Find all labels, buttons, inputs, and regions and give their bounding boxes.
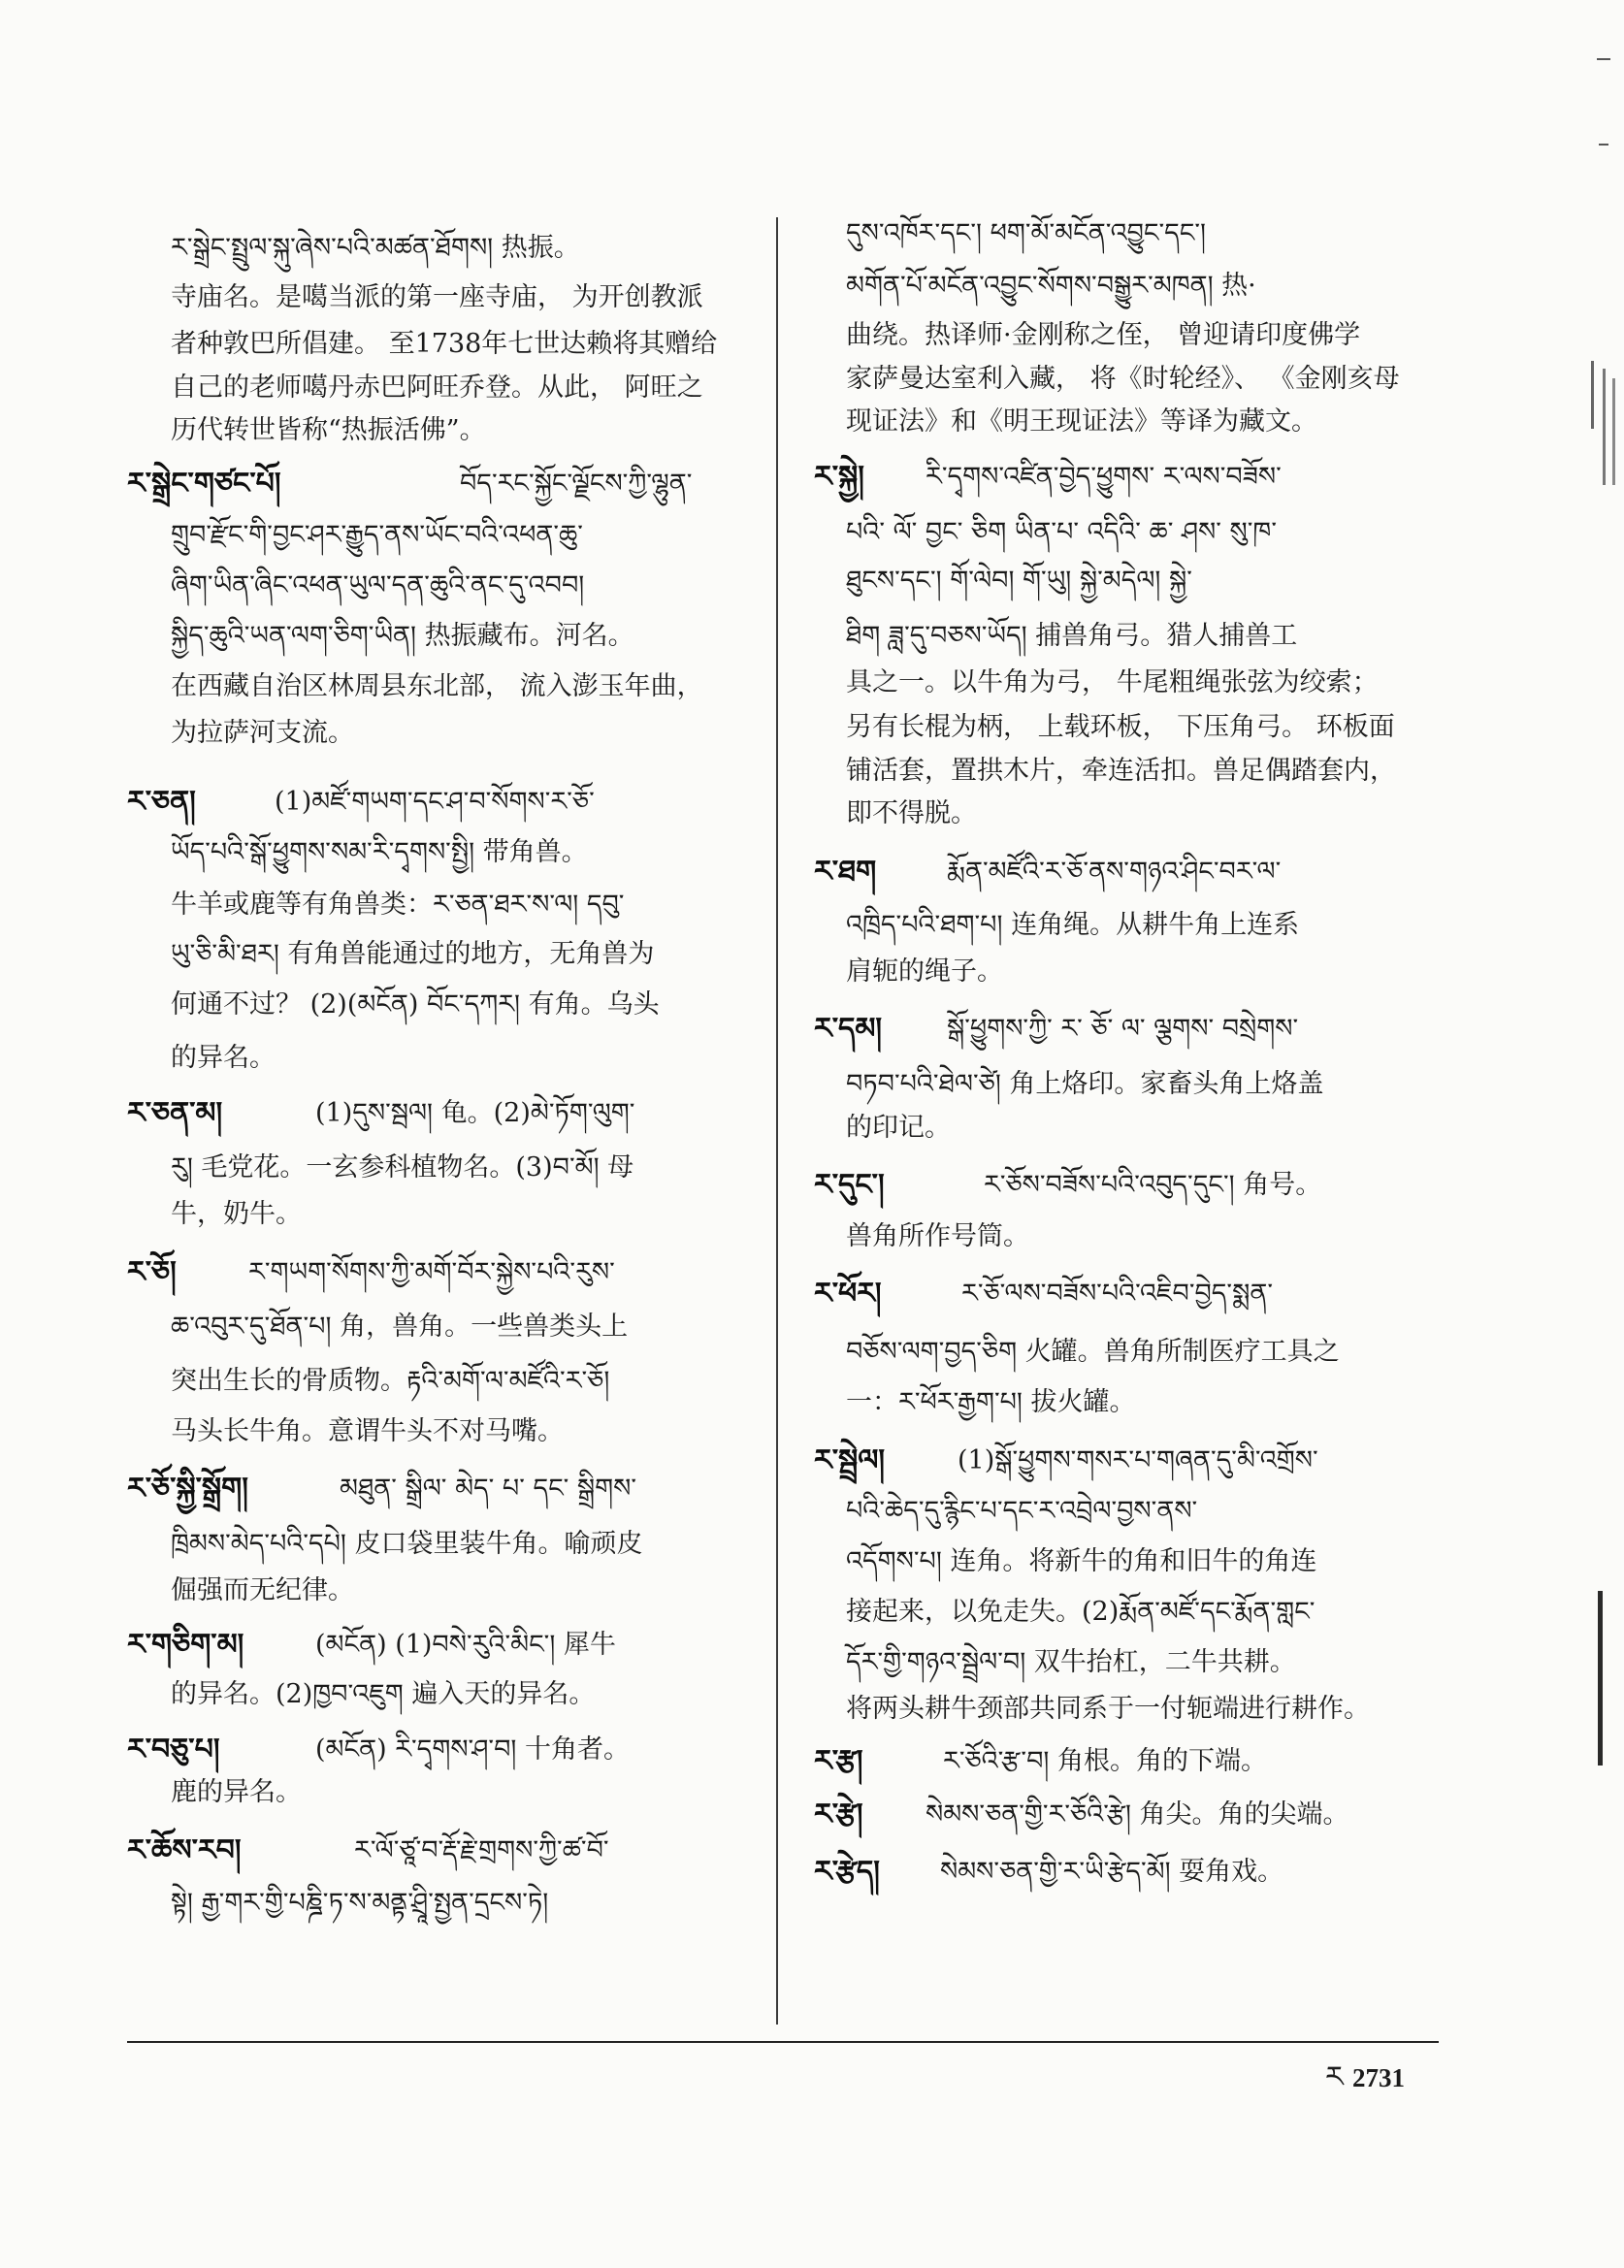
footer-rule: [127, 2041, 1439, 2043]
entry-line: ར་ཅོ་ལས་བཟོས་པའི་འཇིབ་བྱེད་སྨན་: [961, 1279, 1274, 1309]
entry-line: 具之一。以牛角为弓， 牛尾粗绳张弦为绞索；: [846, 667, 1379, 697]
entry-line: ཡུ་ཅི་མི་ཐར། 有角兽能通过的地方，无角兽为: [171, 939, 655, 969]
page-number: 2731: [1352, 2063, 1405, 2092]
entry-headword: ར་གཅིག་མ།: [127, 1628, 244, 1662]
column-divider: [776, 217, 778, 2025]
entry-headword: ར་ཅོ་སྐྱི་སྒྲོག།: [127, 1472, 248, 1506]
entry-line: (མངོན) (1)བསེ་རུའི་མིང་། 犀牛: [315, 1630, 616, 1660]
entry-line: 现证法》和《明王现证法》等译为藏文。: [846, 406, 1317, 437]
entry-line: དོར་གྱི་གཉའ་སྦྲེལ་བ། 双牛抬杠，二牛共耕。: [846, 1647, 1296, 1677]
entry-line: (མངོན) རི་དྭགས་ཤ་བ། 十角者。: [315, 1734, 630, 1765]
entry-line: 鹿的异名。: [171, 1777, 302, 1807]
entry-line: 牛，奶牛。: [171, 1199, 302, 1229]
entry-headword: ར་སྐྱེ།: [814, 460, 864, 494]
entry-headword: ར་དམ།: [814, 1012, 883, 1046]
entry-line: 曲绕。热译师·金刚称之侄， 曾迎请印度佛学: [846, 320, 1361, 350]
entry-line: སྒོ་ཕྱུགས་ཀྱི་ ར་ ཅོ་ ལ་ ལྕགས་ བསྲེགས་: [947, 1014, 1299, 1044]
entry-line: 者种敦巴所倡建。 至1738年七世达赖将其赠给: [171, 329, 718, 359]
entry-line: 历代转世皆称“热振活佛”。: [171, 415, 486, 445]
scan-artifact: [1612, 378, 1615, 485]
entry-line: (1)དུས་སྦལ། 龟。(2)མེ་ཏོག་ལུག་: [315, 1098, 635, 1128]
footer-section-letter: ར: [1325, 2060, 1344, 2094]
entry-line: 另有长棍为柄， 上载环板， 下压角弓。 环板面: [846, 712, 1395, 742]
entry-headword: ར་སྒྲེང་གཙང་པོ།: [127, 467, 281, 501]
entry-line: པའི་ཆེད་དུ་རྙིང་པ་དང་ར་འབྲེལ་བྱས་ནས་: [846, 1496, 1198, 1526]
entry-line: སེམས་ཅན་གྱི་ར་ཅོའི་རྩེ། 角尖。角的尖端。: [926, 1799, 1349, 1830]
entry-line: (1)སྒོ་ཕྱུགས་གསར་པ་གཞན་དུ་མི་འགྲོས་: [958, 1445, 1318, 1475]
entry-line: 接起来，以免走失。(2)རྨོན་མཛོ་དང་རྨོན་གླང་: [846, 1597, 1315, 1627]
entry-headword: ར་རྩེ།: [814, 1798, 863, 1831]
entry-line: 肩轭的绳子。: [846, 956, 1003, 987]
entry-headword: ར་ཐག: [814, 855, 877, 889]
entry-line: 突出生长的骨质物。རྟའི་མགོ་ལ་མཛོའི་ར་ཅོ།: [171, 1366, 610, 1396]
entry-headword: ར་ཕོར།: [814, 1277, 882, 1311]
entry-line: མགོན་པོ་མངོན་འབྱུང་སོགས་བསྒྱུར་མཁན། 热·: [846, 271, 1256, 301]
entry-line: སེམས་ཅན་གྱི་ར་ཡི་རྩེད་མོ། 耍角戏。: [940, 1857, 1284, 1887]
entry-line: 兽角所作号筒。: [846, 1221, 1029, 1251]
entry-line: ར་གཡག་སོགས་ཀྱི་མགོ་བོར་སྐྱེས་པའི་རུས་: [248, 1257, 615, 1287]
entry-line: ཐུངས་དང་། གོ་ལེབ། གོ་ཡུ། སྐྱེ་མདེལ། སྐྱེ་: [846, 566, 1192, 596]
entry-line: 将两头耕牛颈部共同系于一付轭端进行耕作。: [846, 1694, 1370, 1724]
entry-headword: ར་ཆོས་རབ།: [127, 1833, 242, 1867]
entry-headword: ར་བཅུ་པ།: [127, 1733, 220, 1766]
entry-headword: ར་དུང་།: [814, 1168, 885, 1202]
entry-line: པའི་ ལོ་ བྱང་ ཅིག ཡིན་པ་ འདིའི་ ཆ་ ཤས་ སུ་ཁ་: [846, 517, 1277, 547]
entry-line: དུས་འཁོར་དང་། ཕག་མོ་མངོན་འབྱུང་དང་།: [846, 218, 1207, 248]
entry-line: 家萨曼达室利入藏， 将《时轮经》、 《金刚亥母: [846, 364, 1400, 394]
entry-headword: ར་ཅན།: [127, 785, 196, 819]
entry-line: བཅོས་ལག་བྱད་ཅིག 火罐。兽角所制医疗工具之: [846, 1337, 1340, 1367]
entry-line: 牛羊或鹿等有角兽类：ར་ཅན་ཐར་ས་ལ། དབུ་: [171, 890, 625, 920]
entry-line: ཁྲིམས་མེད་པའི་དཔེ། 皮口袋里装牛角。喻顽皮: [171, 1529, 643, 1559]
entry-line: 的印记。: [846, 1113, 951, 1143]
entry-line: ཐིག ཟླ་དུ་བཅས་ཡོད། 捕兽角弓。猎人捕兽工: [846, 621, 1298, 651]
entry-line: སྟེ། རྒྱ་གར་གྱི་པཎྜི་ཏ་ས་མནྟ་ཤྲཱི་སྤྱན་དྲངས་ཏེ།: [171, 1888, 549, 1918]
entry-line: 寺庙名。是噶当派的第一座寺庙， 为开创教派: [171, 282, 703, 312]
entry-line: 为拉萨河支流。: [171, 718, 354, 748]
entry-line: ཆ་འབུར་དུ་ཐོན་པ། 角，兽角。一些兽类头上: [171, 1312, 629, 1342]
entry-line: ར་ཅོའི་རྩ་བ། 角根。角的下端。: [943, 1746, 1267, 1776]
scan-artifact: [1603, 369, 1606, 485]
entry-line: 在西藏自治区林周县东北部， 流入澎玉年曲，: [171, 671, 703, 701]
entry-line: བཏབ་པའི་ཐེལ་ཙེ། 角上烙印。家畜头角上烙盖: [846, 1069, 1324, 1099]
entry-line: འཁྲིད་པའི་ཐག་པ། 连角绳。从耕牛角上连系: [846, 910, 1300, 940]
entry-line: ར་ཅོས་བཟོས་པའི་འབུད་དུང་། 角号。: [984, 1170, 1322, 1200]
entry-line: 铺活套，置拱木片，牵连活扣。兽足偶踏套内，: [846, 756, 1396, 786]
entry-headword: ར་ཅོ།: [127, 1255, 177, 1289]
entry-line: རི་དྭགས་འཛིན་བྱེད་ཕྱུགས་ ར་ལས་བཟོས་: [926, 462, 1282, 492]
entry-line: གྲུབ་རྫོང་གི་བྱང་ཤར་རྒྱུད་ནས་ཡོང་བའི་འཕན་ཆུ་: [171, 520, 583, 550]
entry-line: 一：ར་ཕོར་རྒྱག་པ། 拔火罐。: [846, 1387, 1136, 1417]
entry-line: ར་སྒྲེང་སྤྲུལ་སྐུ་ཞེས་པའི་མཚན་ཐོགས། 热振。: [171, 233, 580, 263]
entry-line: སྐྱིད་ཆུའི་ཡན་ལག་ཅིག་ཡིན། 热振藏布。河名。: [171, 621, 634, 651]
scan-artifact: [1591, 361, 1594, 429]
entry-line: ཞིག་ཡིན་ཞིང་འཕན་ཡུལ་དན་ཆུའི་ནང་དུ་འབབ།: [171, 570, 585, 600]
entry-line: 的异名。(2)ཁྱབ་འཇུག 遍入天的异名。: [171, 1679, 596, 1709]
scan-artifact: [1598, 1591, 1603, 1766]
right-column: [810, 0, 1450, 2027]
entry-line: 倔强而无纪律。: [171, 1575, 354, 1605]
entry-line: 马头长牛角。意谓牛头不对马嘴。: [171, 1416, 564, 1446]
entry-line: རྨོན་མཛོའི་ར་ཅོ་ནས་གཉའ་ཤིང་བར་ལ་: [947, 857, 1282, 887]
entry-line: ར་ལོ་ཙཱ་བ་རྡོ་རྗེ་གྲགས་ཀྱི་ཚ་བོ་: [354, 1835, 609, 1865]
scan-artifact: [1599, 144, 1608, 146]
entry-line: འདོགས་པ། 连角。将新牛的角和旧牛的角连: [846, 1546, 1317, 1576]
entry-headword: ར་སྦྲེལ།: [814, 1443, 886, 1477]
scan-artifact: [1597, 58, 1610, 60]
entry-headword: ར་རྩེད།: [814, 1855, 880, 1889]
entry-line: 的异名。: [171, 1043, 276, 1073]
left-column: [127, 0, 767, 2027]
entry-line: 何通不过？ (2)(མངོན) བོང་དཀར། 有角。乌头: [171, 989, 660, 1020]
entry-headword: ར་རྩ།: [814, 1744, 863, 1778]
entry-line: ཡོད་པའི་སྒོ་ཕྱུགས་སམ་རི་དྭགས་སྤྱི། 带角兽。: [171, 837, 588, 867]
entry-headword: ར་ཅན་མ།: [127, 1096, 223, 1130]
entry-line: མཐུན་ སྒྲིལ་ མེད་ པ་ དང་ སྒྲིགས་: [340, 1474, 637, 1504]
entry-line: 自己的老师噶丹赤巴阿旺乔登。从此， 阿旺之: [171, 373, 703, 403]
entry-line: 即不得脱。: [846, 798, 977, 828]
entry-line: བོད་རང་སྐྱོང་ལྗོངས་ཀྱི་ལྷུན་: [460, 469, 693, 499]
entry-line: (1)མཛོ་གཡག་དང་ཤ་བ་སོགས་ར་ཅོ་: [275, 787, 595, 817]
entry-line: རུ། 毛党花。一玄参科植物名。(3)བ་མོ། 母: [171, 1152, 634, 1183]
